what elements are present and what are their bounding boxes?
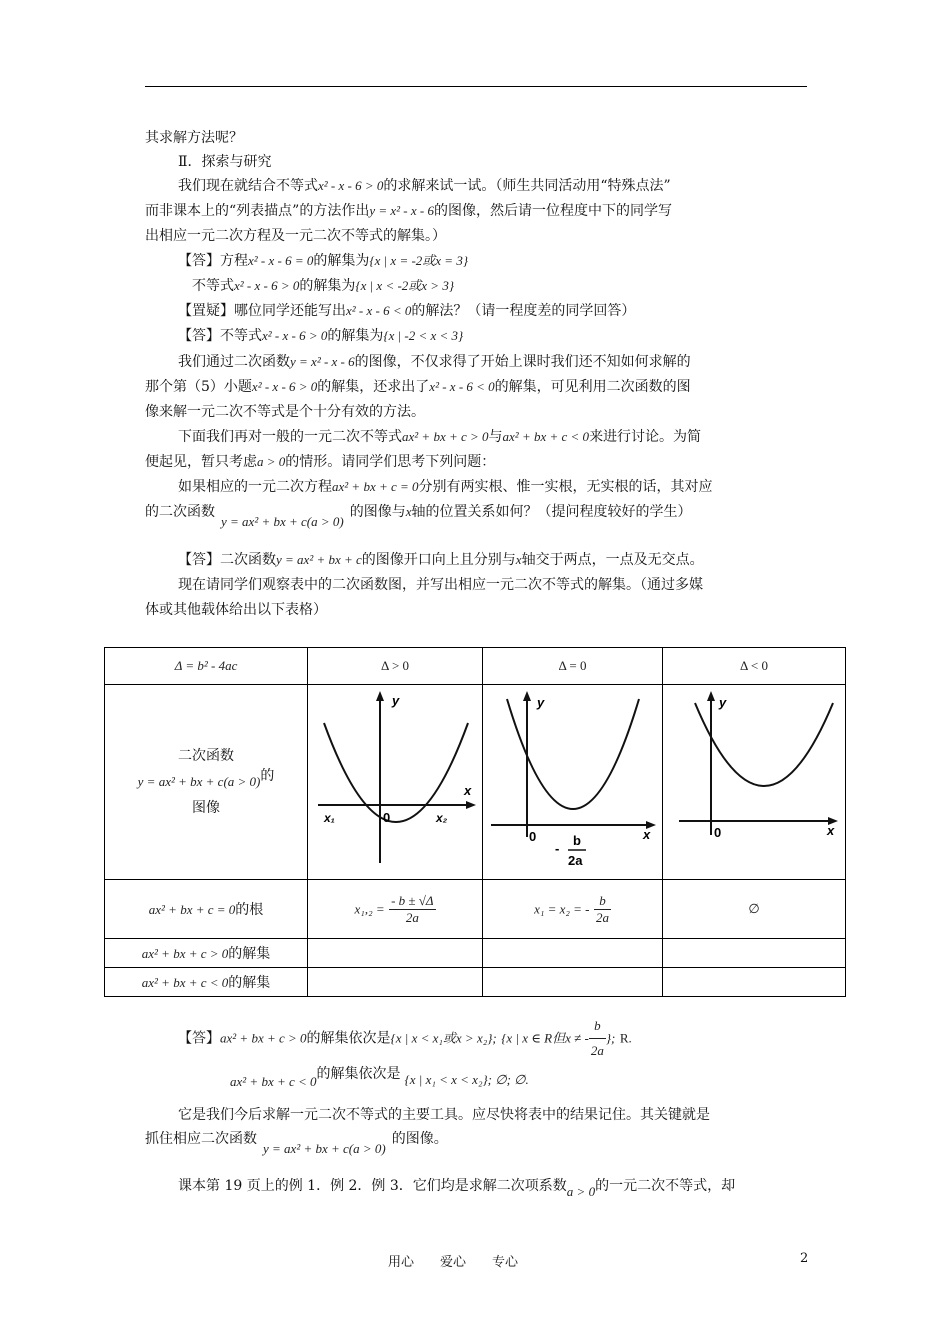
vertex-b-label: b [573,833,581,848]
paragraph-line: 我们现在就结合不等式x² - x - 6 > 0的求解来试一试。（师生共同活动用“特殊点法” [178,178,671,194]
graph-cell [308,685,483,880]
graph-cell [663,685,846,880]
origin-label: 0 [713,825,721,840]
header-cell: Δ = b² - 4ac [105,648,308,685]
parabola-one-root-graph [485,685,660,875]
origin-label: 0 [383,810,391,825]
row-label-cell: ax² + bx + c = 0的根 [105,880,308,939]
empty-cell [308,939,483,968]
x-axis-label: x [643,827,651,842]
parabola-two-roots-graph [310,685,480,875]
paragraph-line: 我们通过二次函数y = x² - x - 6的图像，不仅求得了开始上课时我们还不知如何求解的 [178,354,691,370]
paragraph-line: 如果相应的一元二次方程ax² + bx + c = 0分别有两实根、惟一实根，无实根的话，其对应 [178,479,713,495]
question-line: 【置疑】哪位同学还能写出x² - x - 6 < 0的解法？（请一程度差的同学回答） [178,303,636,319]
root-x1-label: x₁ [324,811,335,825]
answer-line: 【答】二次函数y = ax² + bx + c的图像开口向上且分别与x轴交于两点，一点及无交点。 [178,552,704,568]
empty-cell [483,968,663,997]
paragraph-line: 的二次函数y = ax² + bx + c(a > 0)的图像与x轴的位置关系如何？（提问程度较好的学生） [145,504,692,529]
row-label-cell: ax² + bx + c > 0的解集 [105,939,308,968]
root-x2-label: x₂ [436,811,448,825]
empty-cell [663,968,846,997]
footer-motto: 用心 爱心 专心 [388,1255,519,1270]
discriminant-table [104,647,846,997]
paragraph-line: 其求解方法呢？ [145,130,243,146]
empty-cell [483,939,663,968]
x-axis-label: x [464,783,472,798]
graph-cell [483,685,663,880]
paragraph-line: 抓住相应二次函数y = ax² + bx + c(a > 0)的图像。 [145,1131,448,1156]
table-row [105,685,846,880]
paragraph-line: 那个第（5）小题x² - x - 6 > 0的解集，还求出了x² - x - 6 < 0的解集，可见利用二次函数的图 [145,379,691,395]
header-rule [145,86,807,87]
answer-line: 【答】方程x² - x - 6 = 0的解集为{x | x = -2或x = 3} [178,253,469,269]
empty-cell [663,939,846,968]
minus-sign: - [555,841,560,856]
answer-line: 不等式x² - x - 6 > 0的解集为{x | x < -2或x > 3} [192,278,455,294]
page-number: 2 [800,1251,809,1266]
table-row [105,939,846,968]
row-label-cell: 二次函数 y = ax² + bx + c(a > 0)的 图像 [105,685,308,880]
table-row [105,880,846,939]
empty-cell [308,968,483,997]
answer-line: ax² + bx + c < 0的解集依次是 {x | x₁ < x < x₂}; ∅; ∅. [230,1066,529,1089]
answer-line: 【答】不等式x² - x - 6 > 0的解集为{x | -2 < x < 3} [178,328,464,344]
paragraph-line: 体或其他载体给出以下表格） [145,602,327,618]
y-axis-label: y [718,695,726,710]
paragraph-line: 便起见，暂只考虑a > 0的情形。请同学们思考下列问题： [145,454,496,470]
paragraph-line: 像来解一元二次不等式是个十分有效的方法。 [145,404,425,420]
row-label-cell: ax² + bx + c < 0的解集 [105,968,308,997]
header-cell: Δ > 0 [308,648,483,685]
header-cell: Δ < 0 [663,648,846,685]
parabola-no-root-graph [667,685,842,875]
root-cell: ∅ [663,880,846,939]
root-cell: x₁,₂ = $\frac{- b \pm √\Delta}{2a}$ [308,880,483,939]
paragraph-line: 现在请同学们观察表中的二次函数图，并写出相应一元二次不等式的解集。（通过多媒 [178,577,703,593]
x-axis-label: x [826,823,834,838]
vertex-2a-label: 2a [568,853,583,868]
paragraph-line: 课本第 19 页上的例 1．例 2．例 3．它们均是求解二次项系数a > 0的一元二次不等式，却 [178,1178,736,1199]
y-axis-label: y [392,693,400,708]
paragraph-line: 它是我们今后求解一元二次不等式的主要工具。应尽快将表中的结果记住。其关键就是 [178,1107,710,1123]
paragraph-line: 而非课本上的“列表描点”的方法作出y = x² - x - 6的图像，然后请一位程度中下的同学写 [145,203,672,219]
paragraph-line: 下面我们再对一般的一元二次不等式ax² + bx + c > 0与ax² + bx + c < 0来进行讨论。为简 [178,429,702,445]
origin-label: 0 [529,829,537,844]
parabola-curve [695,703,833,786]
parabola-curve [324,723,468,822]
root-cell: x₁ = x₂ = - $\frac{b}{2a}$ [483,880,663,939]
section-heading: Ⅱ．探索与研究 [178,154,272,170]
y-axis-label: y [537,695,545,710]
answer-line: 【答】ax² + bx + c > 0的解集依次是{x | x < x₁或x > x₂}; {x | x ∈ R但x ≠ - $\frac{b}{2a}$ }; R. [178,1014,632,1063]
paragraph-line: 出相应一元二次方程及一元二次不等式的解集。） [145,228,446,244]
table-row [105,648,846,685]
header-cell: Δ = 0 [483,648,663,685]
table-row [105,968,846,997]
